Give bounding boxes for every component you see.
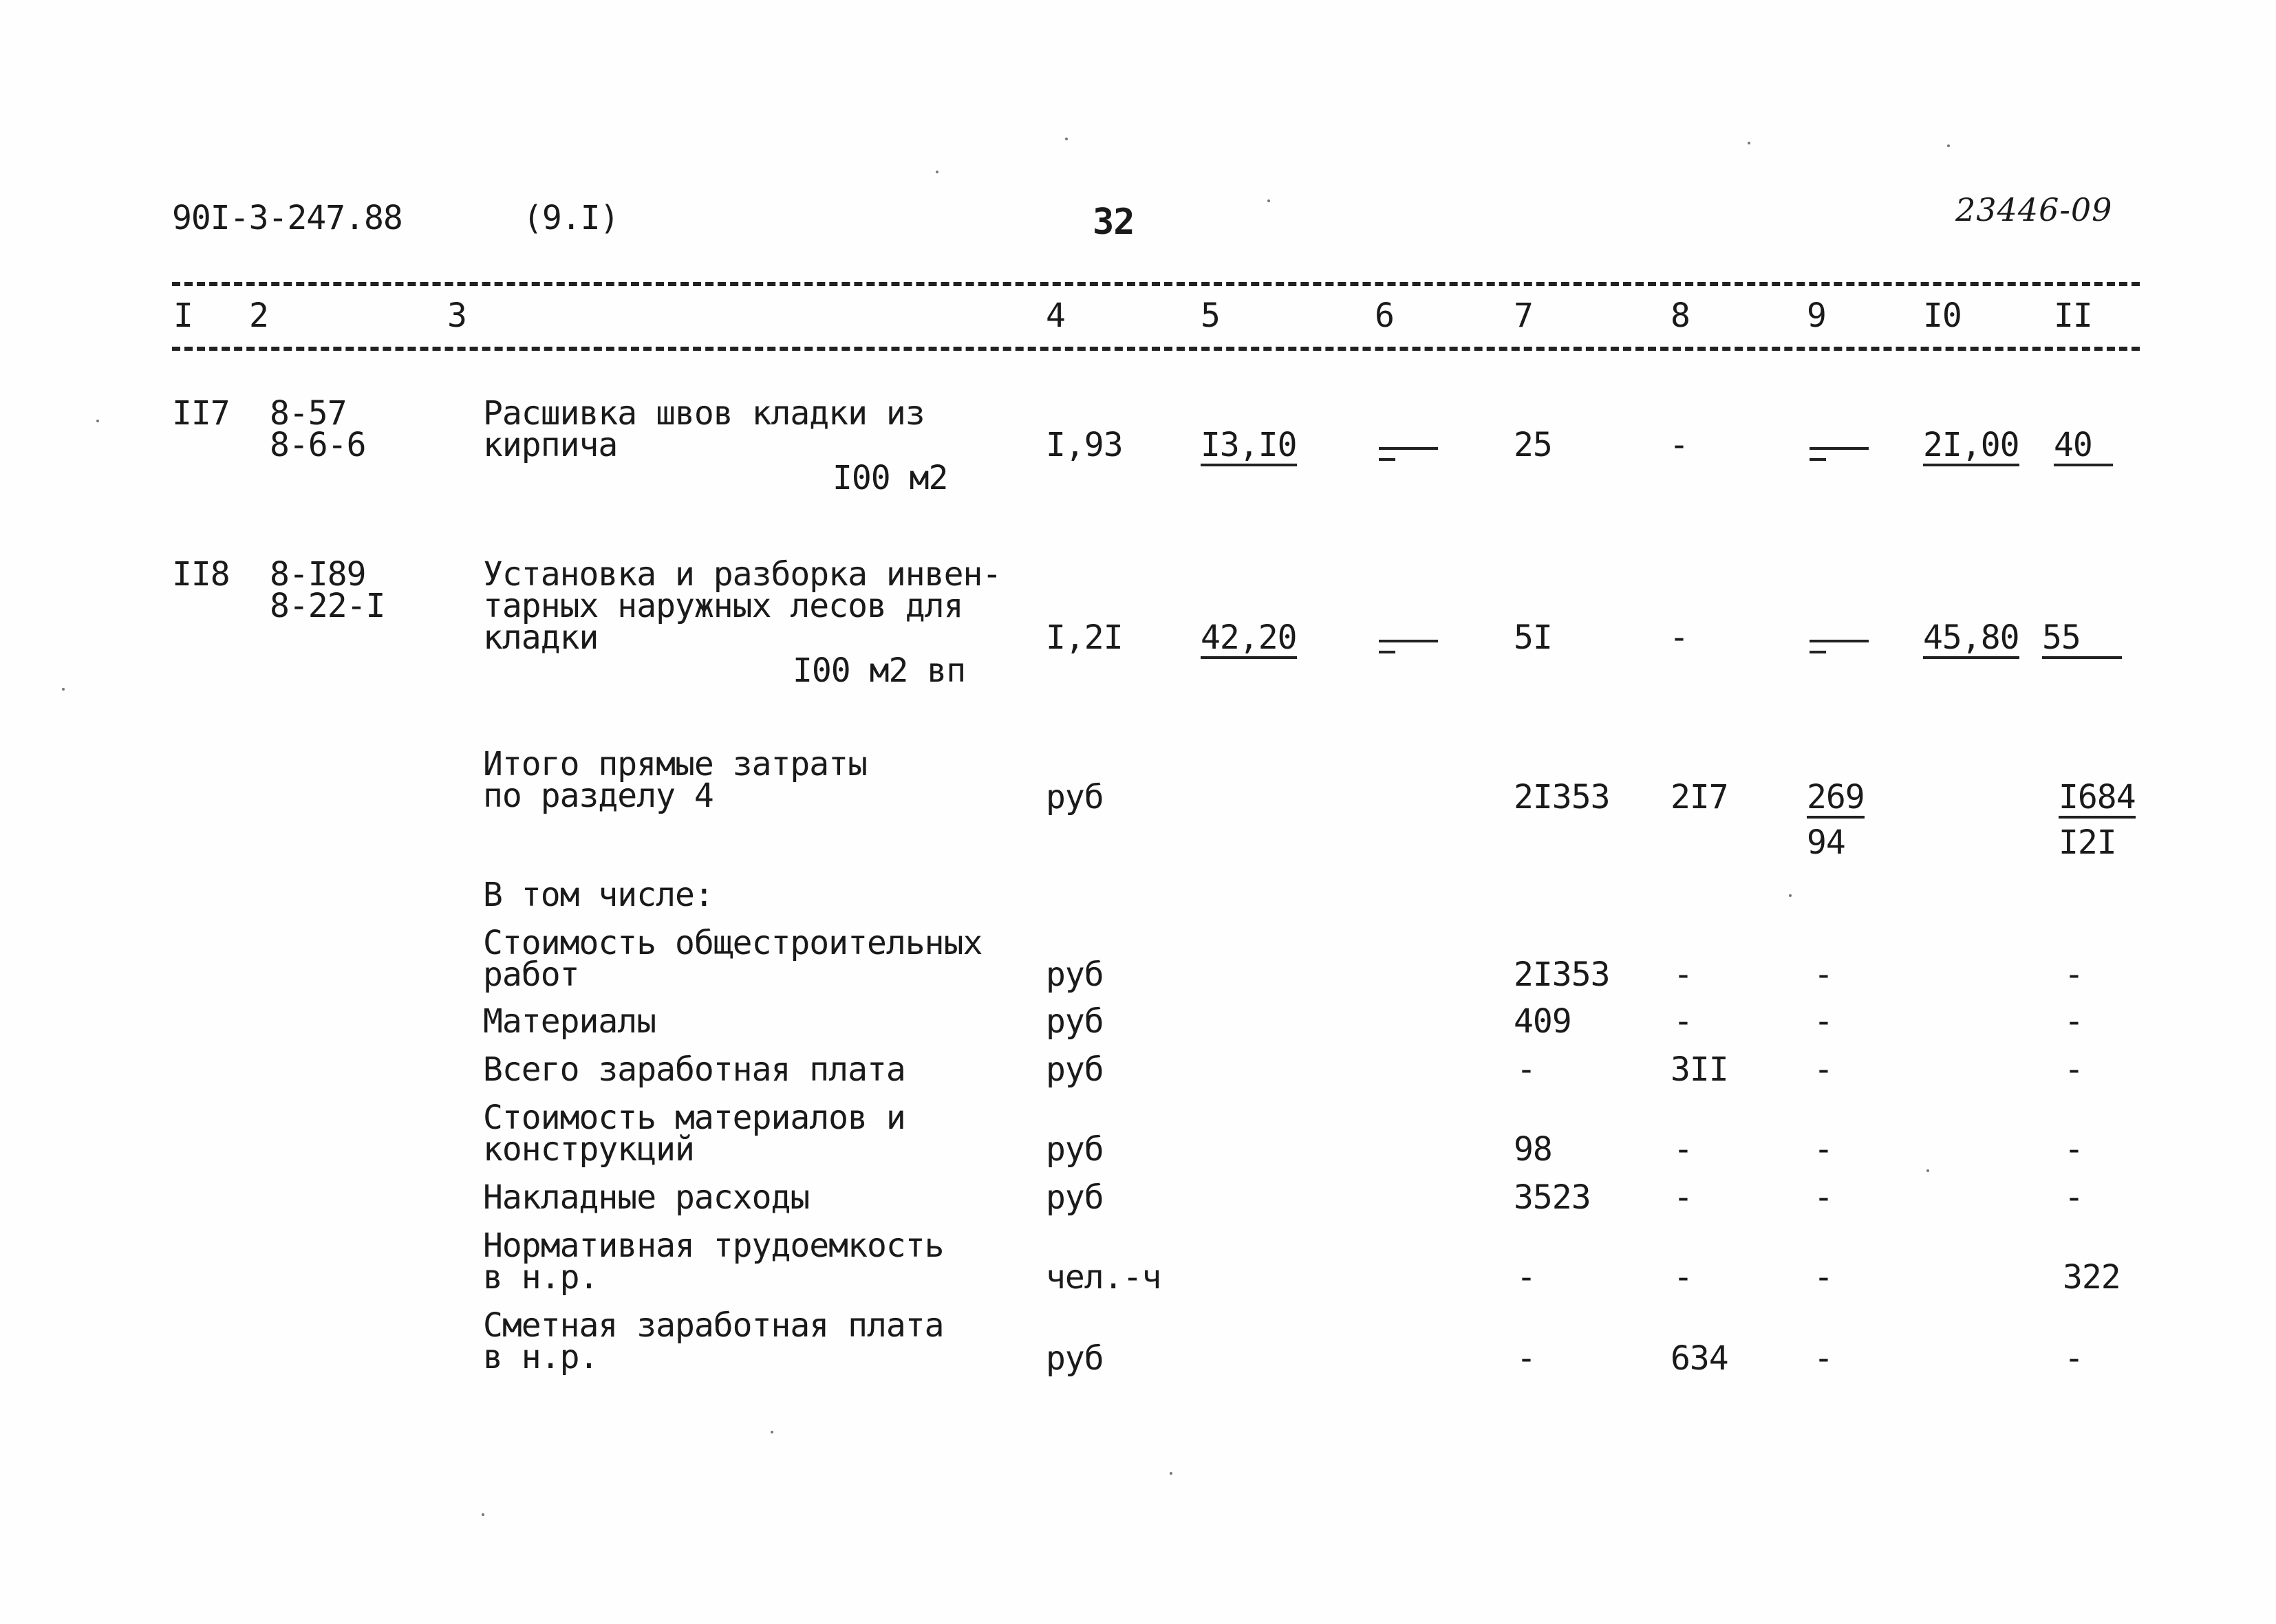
total-cost: 25 (1514, 426, 1552, 464)
work-description: Установка и разборка инвен- (483, 555, 1002, 594)
column-number: I0 (1923, 296, 1962, 335)
row-number: II7 (172, 394, 230, 433)
breakdown-label: Сметная заработная плата (483, 1306, 944, 1345)
measure-unit: руб (1046, 1339, 1104, 1378)
ditto-mark (1810, 447, 1869, 469)
unit-cost: 42,20 (1201, 620, 1297, 659)
norm-code: 8-22-I (270, 587, 385, 625)
column-number: 9 (1807, 296, 1826, 335)
measure-unit: руб (1046, 1050, 1104, 1089)
section-reference: (9.I) (523, 199, 619, 237)
breakdown-col11: - (2064, 955, 2083, 994)
norm-code: 8-I89 (270, 555, 366, 594)
total-col9-numerator: 269 (1807, 780, 1865, 819)
including-label: В том числе: (483, 876, 713, 914)
breakdown-col8: - (1673, 955, 1693, 994)
ditto-mark (1379, 640, 1438, 662)
column-number: 6 (1375, 296, 1394, 335)
breakdown-label: Накладные расходы (483, 1178, 810, 1217)
total-col11-numerator: I684 (2059, 780, 2136, 819)
norm-code: 8-57 (270, 394, 347, 433)
measure-unit: руб (1046, 1002, 1104, 1041)
total-label: Итого прямые затраты (483, 745, 867, 783)
measure-unit: чел.-ч (1046, 1258, 1161, 1297)
column-number: 4 (1046, 296, 1065, 335)
breakdown-col9: - (1814, 1178, 1833, 1217)
work-description: кладки (483, 618, 599, 657)
breakdown-label: конструкций (483, 1130, 694, 1169)
measure-unit: руб (1046, 955, 1104, 994)
breakdown-col11: - (2064, 1002, 2083, 1041)
col11-value: 55 (2042, 620, 2122, 659)
ditto-mark (1810, 640, 1869, 662)
breakdown-col9: - (1814, 1130, 1833, 1169)
archive-stamp: 23446-09 (1955, 191, 2113, 228)
breakdown-col8: 634 (1671, 1339, 1728, 1378)
total-label: по разделу 4 (483, 777, 713, 815)
measure-unit: руб (1046, 778, 1104, 816)
measure-unit: руб (1046, 1130, 1104, 1169)
work-description: Расшивка швов кладки из (483, 394, 925, 433)
measure-unit: I00 м2 (833, 459, 948, 497)
breakdown-col9: - (1814, 1339, 1833, 1378)
breakdown-col7: 98 (1514, 1130, 1552, 1169)
breakdown-label: в н.р. (483, 1338, 599, 1376)
column-number: 5 (1201, 296, 1220, 335)
column-number: 2 (249, 296, 268, 335)
work-description: кирпича (483, 426, 618, 464)
breakdown-col7: 2I353 (1514, 955, 1610, 994)
total-cost: 5I (1514, 618, 1552, 657)
breakdown-col7: - (1516, 1339, 1536, 1378)
breakdown-label: Стоимость общестроительных (483, 924, 983, 962)
quantity: I,2I (1046, 618, 1123, 657)
breakdown-col8: - (1673, 1002, 1693, 1041)
breakdown-col8: - (1673, 1178, 1693, 1217)
total-col7: 2I353 (1514, 778, 1610, 816)
table-header-bottom-rule (172, 347, 2140, 351)
breakdown-col7: 409 (1514, 1002, 1571, 1041)
column-number: 8 (1671, 296, 1690, 335)
breakdown-col7: - (1516, 1050, 1536, 1089)
total-col8: 2I7 (1671, 778, 1728, 816)
breakdown-col8: - (1673, 1130, 1693, 1169)
breakdown-col9: - (1814, 1002, 1833, 1041)
row-number: II8 (172, 555, 230, 594)
breakdown-label: работ (483, 955, 579, 994)
total-col11-denominator: I2I (2059, 823, 2116, 862)
breakdown-col8: 3II (1671, 1050, 1728, 1089)
ditto-mark (1379, 447, 1438, 469)
column-number: I (173, 296, 193, 335)
table-header-top-rule (172, 282, 2140, 286)
breakdown-col11: - (2064, 1178, 2083, 1217)
norm-code: 8-6-6 (270, 426, 366, 464)
breakdown-col8: - (1673, 1258, 1693, 1297)
breakdown-label: Нормативная трудоемкость (483, 1226, 944, 1265)
measure-unit: I00 м2 вп (793, 651, 966, 690)
breakdown-col11: - (2064, 1130, 2083, 1169)
col10-value: 45,80 (1923, 620, 2019, 659)
breakdown-label: Материалы (483, 1002, 656, 1041)
unit-cost: I3,I0 (1201, 428, 1297, 466)
breakdown-label: в н.р. (483, 1258, 599, 1297)
quantity: I,93 (1046, 426, 1123, 464)
col8-value: - (1669, 426, 1688, 464)
breakdown-col11: 322 (2063, 1258, 2121, 1297)
breakdown-col7: - (1516, 1258, 1536, 1297)
document-code: 90I-3-247.88 (172, 199, 402, 237)
col10-value: 2I,00 (1923, 428, 2019, 466)
col11-value: 40 (2054, 428, 2113, 466)
breakdown-col9: - (1814, 1258, 1833, 1297)
page-number: 32 (1093, 202, 1135, 243)
column-number: II (2054, 296, 2092, 335)
column-number: 3 (447, 296, 466, 335)
total-col9-denominator: 94 (1807, 823, 1845, 862)
breakdown-label: Всего заработная плата (483, 1050, 905, 1089)
work-description: тарных наружных лесов для (483, 587, 963, 625)
breakdown-col11: - (2064, 1339, 2083, 1378)
column-number: 7 (1514, 296, 1533, 335)
breakdown-col11: - (2064, 1050, 2083, 1089)
breakdown-label: Стоимость материалов и (483, 1098, 905, 1137)
breakdown-col9: - (1814, 955, 1833, 994)
breakdown-col9: - (1814, 1050, 1833, 1089)
col8-value: - (1669, 618, 1688, 657)
breakdown-col7: 3523 (1514, 1178, 1591, 1217)
measure-unit: руб (1046, 1178, 1104, 1217)
